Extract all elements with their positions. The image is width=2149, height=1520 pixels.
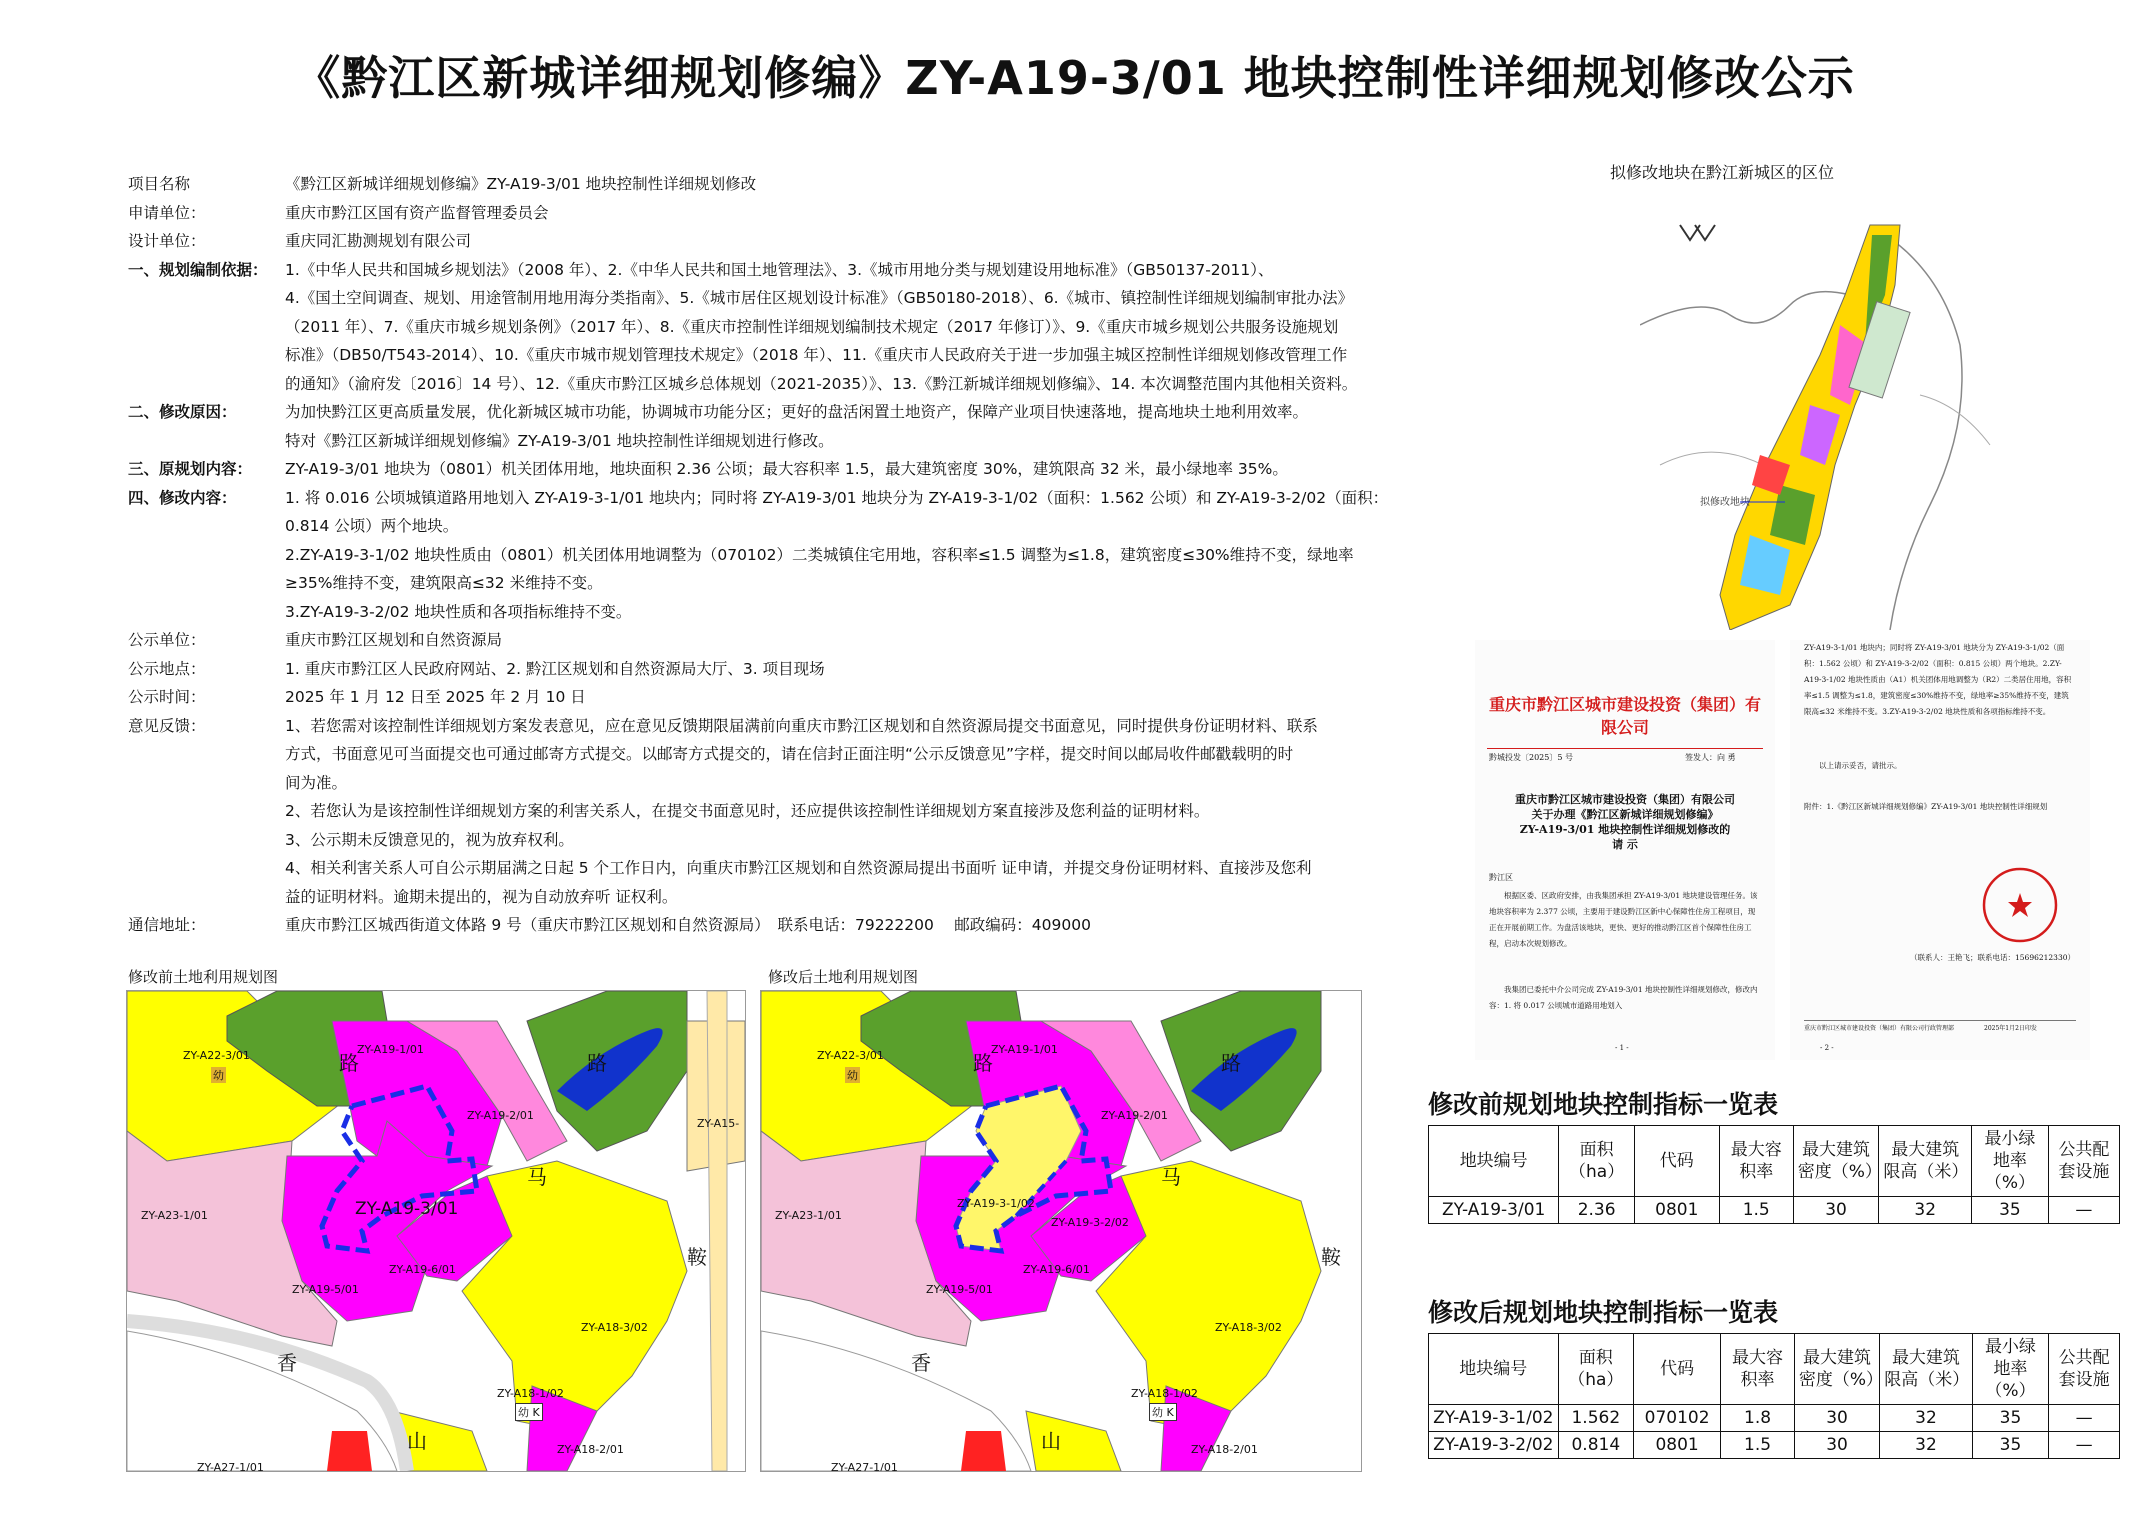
letter-company-header: 重庆市黔江区城市建设投资（集团）有限公司 xyxy=(1488,695,1761,737)
info-value: 2、若您认为是该控制性详细规划方案的利害关系人，在提交书面意见时，还应提供该控制性详细规划方案直接涉及您利益的证明材料。 xyxy=(285,802,1210,820)
location-map-title: 拟修改地块在黔江新城区的区位 xyxy=(1610,163,1835,182)
table-cell: 30 xyxy=(1794,1432,1879,1459)
table-cell: 32 xyxy=(1880,1405,1972,1432)
info-value: 的通知》（渝府发〔2016〕14 号）、12.《重庆市黔江区城乡总体规划（2021-2035）》、13.《黔江新城详细规划修编》、14. 本次调整范围内其他相关资料。 xyxy=(285,374,1358,393)
letter-page-2-number: - 2 - xyxy=(1820,1044,1834,1052)
label-a18-2: ZY-A18-2/01 xyxy=(557,1443,624,1456)
table-cell: — xyxy=(2048,1197,2119,1224)
info-row xyxy=(128,227,1398,256)
info-value: （2011 年）、7.《重庆市城乡规划条例》（2017 年）、8.《重庆市控制性详细规划编制技术规定（2017 年修订）》、9.《重庆市城乡规划公共服务设施规划 xyxy=(285,317,1339,336)
letter-footer: 重庆市黔江区城市建设投资（集团）有限公司行政管理部 2025年1月2日印发 xyxy=(1804,1025,2037,1032)
info-value: 重庆市黔江区城西街道文体路 9 号（重庆市黔江区规划和自然资源局） 联系电话：79222200 邮政编码：409000 xyxy=(285,916,1091,934)
table-header-cell: 面积（ha） xyxy=(1558,1334,1633,1405)
label-a27-after: ZY-A27-1/01 xyxy=(831,1461,898,1472)
table-cell: 070102 xyxy=(1634,1405,1721,1432)
table-cell: 1.5 xyxy=(1721,1432,1795,1459)
kindergarten-label-2-after: 幼 K xyxy=(1149,1403,1177,1421)
kindergarten-label: 幼 xyxy=(213,1069,224,1082)
label-a18-2-after: ZY-A18-2/01 xyxy=(1191,1443,1258,1456)
letter-contact: （联系人：王艳飞；联系电话：15696212330） xyxy=(1910,953,2075,962)
before-land-use-map xyxy=(126,990,746,1472)
info-label xyxy=(128,854,285,883)
table-header-cell: 最小绿地率（%） xyxy=(1972,1334,2049,1405)
road-ma-after: 马 xyxy=(1161,1165,1181,1189)
info-label: 公示单位： xyxy=(128,631,206,649)
info-row xyxy=(128,170,1398,199)
info-value: 重庆同汇勘测规划有限公司 xyxy=(285,232,472,250)
info-label xyxy=(128,883,285,912)
road-lu-after: 路 xyxy=(973,1051,993,1075)
info-row xyxy=(128,740,1398,769)
label-a19-3: ZY-A19-3/01 xyxy=(355,1199,459,1219)
table-cell: 2.36 xyxy=(1559,1197,1635,1224)
label-a19-2-after: ZY-A19-2/01 xyxy=(1101,1109,1168,1122)
table-cell: 35 xyxy=(1972,1405,2049,1432)
label-a19-5: ZY-A19-5/01 xyxy=(292,1283,359,1296)
info-label: 申请单位： xyxy=(128,203,206,222)
info-row xyxy=(128,826,1398,855)
info-row xyxy=(128,883,1398,912)
table-cell: 30 xyxy=(1794,1405,1879,1432)
after-map-title: 修改后土地利用规划图 xyxy=(768,968,919,986)
table-header-cell: 代码 xyxy=(1634,1334,1721,1405)
label-a19-3-1: ZY-A19-3-1/02 xyxy=(957,1197,1035,1210)
label-a23-after: ZY-A23-1/01 xyxy=(775,1209,842,1222)
info-row xyxy=(128,256,1398,285)
info-value: 特对《黔江区新城详细规划修编》ZY-A19-3/01 地块控制性详细规划进行修改。 xyxy=(285,431,834,450)
info-label: 三、原规划内容： xyxy=(128,460,253,478)
table-header-cell: 最大容积率 xyxy=(1719,1126,1793,1197)
info-value: ≥35%维持不变，建筑限高≤32 米维持不变。 xyxy=(285,574,603,592)
table-cell: 1.8 xyxy=(1721,1405,1795,1432)
road-xiang: 香 xyxy=(277,1351,297,1375)
label-a19-1: ZY-A19-1/01 xyxy=(357,1043,424,1056)
road-xiang-after: 香 xyxy=(911,1351,931,1375)
info-label xyxy=(128,313,285,342)
info-value: 益的证明材料。逾期未提出的，视为自动放弃听 证权利。 xyxy=(285,887,678,906)
table-header-cell: 公共配套设施 xyxy=(2049,1334,2120,1405)
info-row xyxy=(128,541,1398,570)
info-label xyxy=(128,541,285,570)
label-a19-3-2: ZY-A19-3-2/02 xyxy=(1051,1216,1129,1229)
info-row xyxy=(128,655,1398,684)
info-value: 1. 将 0.016 公顷城镇道路用地划入 ZY-A19-3-1/01 地块内；同时将 ZY-A19-3/01 地块分为 ZY-A19-3-1/02（面积：1.562 公顷）和 ZY-A19-3-2/02（面积： xyxy=(285,488,1389,507)
table-cell: 0.814 xyxy=(1558,1432,1633,1459)
info-value: 方式，书面意见可当面提交也可通过邮寄方式提交。以邮寄方式提交的，请在信封正面注明“公示反馈意见”字样，提交时间以邮局收件邮戳载明的时 xyxy=(285,745,1294,763)
after-land-use-map xyxy=(760,990,1362,1472)
label-a18-1-after: ZY-A18-1/02 xyxy=(1131,1387,1198,1400)
table-header-cell: 公共配套设施 xyxy=(2048,1126,2119,1197)
table-row xyxy=(1429,1197,2120,1224)
label-a19-2: ZY-A19-2/01 xyxy=(467,1109,534,1122)
info-row xyxy=(128,199,1398,228)
info-value: 重庆市黔江区规划和自然资源局 xyxy=(285,631,503,649)
info-value: 间为准。 xyxy=(285,773,348,792)
info-label xyxy=(128,826,285,855)
table-cell: 1.562 xyxy=(1558,1405,1633,1432)
info-label: 设计单位： xyxy=(128,232,206,250)
info-value: 2025 年 1 月 12 日至 2025 年 2 月 10 日 xyxy=(285,688,586,706)
location-marker-label: 拟修改地块 xyxy=(1700,497,1750,508)
table-cell: 1.5 xyxy=(1719,1197,1793,1224)
info-value: 4.《国土空间调查、规划、用途管制用地用海分类指南》、5.《城市居住区规划设计标准》（GB50180-2018）、6.《城市、镇控制性详细规划编制审批办法》 xyxy=(285,289,1354,307)
info-label: 公示时间： xyxy=(128,688,206,706)
info-label: 通信地址： xyxy=(128,916,206,934)
info-row xyxy=(128,911,1398,940)
table-cell: 35 xyxy=(1972,1432,2049,1459)
info-label xyxy=(128,370,285,399)
info-label xyxy=(128,284,285,313)
info-label: 公示地点： xyxy=(128,659,206,678)
letter-body: 根据区委、区政府安排，由我集团承担 ZY-A19-3/01 地块建设管理任务。该地块容积率为 2.377 公顷，主要用于建设黔江区新中心保障性住房工程项目，现正在开展前期工作。为盘活该地块，更快、更好的推动黔江区首个保障性住房工程，启动本次规划修改。 xyxy=(1489,891,1758,948)
label-a19-5-after: ZY-A19-5/01 xyxy=(926,1283,993,1296)
info-row xyxy=(128,626,1398,655)
letter-doc-no: 黔城投发〔2025〕5 号 xyxy=(1489,753,1573,762)
table-row xyxy=(1429,1405,2120,1432)
info-label xyxy=(128,569,285,598)
kindergarten-label-after: 幼 xyxy=(847,1069,858,1082)
info-row xyxy=(128,313,1398,342)
table-cell: 0801 xyxy=(1634,1432,1721,1459)
table-cell: — xyxy=(2049,1405,2120,1432)
before-map-title: 修改前土地利用规划图 xyxy=(128,968,279,986)
table-header-cell: 地块编号 xyxy=(1429,1334,1559,1405)
info-value: 2.ZY-A19-3-1/02 地块性质由（0801）机关团体用地调整为（070102）二类城镇住宅用地，容积率≤1.5 调整为≤1.8，建筑密度≤30%维持不变，绿地率 xyxy=(285,545,1354,564)
info-value: 4、相关利害关系人可自公示期届满之日起 5 个工作日内，向重庆市黔江区规划和自然资源局提出书面听 证申请，并提交身份证明材料、直接涉及您利 xyxy=(285,859,1312,877)
label-a22: ZY-A22-3/01 xyxy=(183,1049,250,1062)
info-label: 意见反馈： xyxy=(128,716,206,735)
info-row xyxy=(128,797,1398,826)
table-after xyxy=(1428,1333,2120,1459)
info-label xyxy=(128,797,285,826)
table-before-title: 修改前规划地块控制指标一览表 xyxy=(1428,1090,1779,1119)
info-row xyxy=(128,370,1398,399)
label-a18-3: ZY-A18-3/02 xyxy=(581,1321,648,1334)
info-row xyxy=(128,512,1398,541)
table-after-title: 修改后规划地块控制指标一览表 xyxy=(1428,1298,1779,1327)
table-header-cell: 最小绿地率（%） xyxy=(1972,1126,2049,1197)
table-header-cell: 地块编号 xyxy=(1429,1126,1559,1197)
info-row xyxy=(128,341,1398,370)
info-value: 重庆市黔江区国有资产监督管理委员会 xyxy=(285,203,549,222)
notice-info xyxy=(128,170,1398,940)
table-cell: ZY-A19-3-1/02 xyxy=(1429,1405,1559,1432)
kindergarten-label-2: 幼 K xyxy=(515,1403,543,1421)
road-lu-2: 路 xyxy=(587,1051,607,1075)
info-value: 3.ZY-A19-3-2/02 地块性质和各项指标维持不变。 xyxy=(285,602,632,621)
info-row xyxy=(128,854,1398,883)
info-value: 为加快黔江区更高质量发展，优化新城区城市功能，协调城市功能分区；更好的盘活闲置土地资产，保障产业项目快速落地，提高地块土地利用效率。 xyxy=(285,403,1309,421)
letter-body-2: 我集团已委托中介公司完成 ZY-A19-3/01 地块控制性详细规划修改，修改内容：1. 将 0.017 公顷城市道路用地划入 xyxy=(1489,985,1758,1010)
table-cell: 32 xyxy=(1880,1432,1972,1459)
info-label xyxy=(128,427,285,456)
info-label xyxy=(128,341,285,370)
table-cell: 32 xyxy=(1879,1197,1972,1224)
table-row xyxy=(1429,1432,2120,1459)
info-row xyxy=(128,484,1398,513)
info-label: 二、修改原因： xyxy=(128,403,237,421)
road-an-after: 鞍 xyxy=(1321,1245,1341,1269)
request-letter-page-1 xyxy=(1475,640,1775,1060)
table-cell: 0801 xyxy=(1634,1197,1719,1224)
table-header-cell: 最大建筑限高（米） xyxy=(1879,1126,1972,1197)
letter-page-1-number: - 1 - xyxy=(1615,1044,1629,1052)
letter-attachment: 附件：1.《黔江区新城详细规划修编》ZY-A19-3/01 地块控制性详细规划 xyxy=(1804,802,2048,811)
info-row xyxy=(128,455,1398,484)
after-map-svg xyxy=(761,991,1361,1471)
info-row xyxy=(128,683,1398,712)
info-row xyxy=(128,598,1398,627)
table-header-cell: 面积（ha） xyxy=(1559,1126,1635,1197)
road-ma: 马 xyxy=(527,1165,547,1189)
letter-addressee: 黔江区 xyxy=(1489,873,1513,882)
label-a23: ZY-A23-1/01 xyxy=(141,1209,208,1222)
table-header-cell: 最大建筑限高（米） xyxy=(1880,1334,1972,1405)
letter-signer: 签发人：向 勇 xyxy=(1685,753,1736,762)
label-a18-3-after: ZY-A18-3/02 xyxy=(1215,1321,1282,1334)
info-value: 标准》（DB50/T543-2014）、10.《重庆市城市规划管理技术规定》（2018 年）、11.《重庆市人民政府关于进一步加强主城区控制性详细规划修改管理工作 xyxy=(285,346,1348,364)
table-header-row xyxy=(1429,1126,2120,1197)
label-a27: ZY-A27-1/01 xyxy=(197,1461,264,1472)
before-map-svg xyxy=(127,991,745,1471)
info-value: 0.814 公顷）两个地块。 xyxy=(285,517,459,535)
page-title: 《黔江区新城详细规划修编》ZY-A19-3/01 地块控制性详细规划修改公示 xyxy=(294,51,1855,105)
road-shan: 山 xyxy=(407,1429,427,1453)
label-a19-1-after: ZY-A19-1/01 xyxy=(991,1043,1058,1056)
info-value: 1. 重庆市黔江区人民政府网站、2. 黔江区规划和自然资源局大厅、3. 项目现场 xyxy=(285,659,825,678)
info-label: 四、修改内容： xyxy=(128,488,237,507)
info-value: 1.《中华人民共和国城乡规划法》（2008 年）、2.《中华人民共和国土地管理法》、3.《城市用地分类与规划建设用地标准》（GB50137-2011）、 xyxy=(285,260,1274,279)
info-value: 3、公示期未反馈意见的，视为放弃权利。 xyxy=(285,830,574,849)
info-row xyxy=(128,427,1398,456)
info-value: 《黔江区新城详细规划修编》ZY-A19-3/01 地块控制性详细规划修改 xyxy=(285,175,757,193)
company-seal xyxy=(1980,865,2060,945)
info-label xyxy=(128,598,285,627)
letter-heading: 重庆市黔江区城市建设投资（集团）有限公司 关于办理《黔江区新城详细规划修编》 ZY-A19-3/01 地块控制性详细规划修改的 请 示 xyxy=(1515,793,1735,851)
road-an: 鞍 xyxy=(687,1245,707,1269)
request-letter-page-2 xyxy=(1790,640,2090,1060)
info-label: 一、规划编制依据： xyxy=(128,260,268,279)
table-cell: ZY-A19-3-2/02 xyxy=(1429,1432,1559,1459)
info-row xyxy=(128,569,1398,598)
label-a22-after: ZY-A22-3/01 xyxy=(817,1049,884,1062)
info-value: ZY-A19-3/01 地块为（0801）机关团体用地，地块面积 2.36 公顷；最大容积率 1.5，最大建筑密度 30%，建筑限高 32 米，最小绿地率 35%。 xyxy=(285,460,1288,478)
table-before xyxy=(1428,1125,2120,1224)
table-header-cell: 最大容积率 xyxy=(1721,1334,1795,1405)
letter-right-text-2: 以上请示妥否，请批示。 xyxy=(1819,761,1902,770)
table-cell: 35 xyxy=(1972,1197,2049,1224)
info-value: 1、若您需对该控制性详细规划方案发表意见，应在意见反馈期限届满前向重庆市黔江区规划和自然资源局提交书面意见，同时提供身份证明材料、联系 xyxy=(285,716,1318,735)
info-row xyxy=(128,284,1398,313)
table-header-row xyxy=(1429,1334,2120,1405)
table-cell: 30 xyxy=(1793,1197,1879,1224)
table-header-cell: 代码 xyxy=(1634,1126,1719,1197)
info-row xyxy=(128,398,1398,427)
info-label xyxy=(128,769,285,798)
road-lu-2-after: 路 xyxy=(1221,1051,1241,1075)
info-label xyxy=(128,512,285,541)
table-header-cell: 最大建筑密度（%） xyxy=(1794,1334,1879,1405)
info-row xyxy=(128,769,1398,798)
road-shan-after: 山 xyxy=(1041,1429,1061,1453)
label-a18-1: ZY-A18-1/02 xyxy=(497,1387,564,1400)
info-label: 项目名称 xyxy=(128,175,191,193)
location-map-svg xyxy=(1640,205,1995,630)
table-cell: ZY-A19-3/01 xyxy=(1429,1197,1559,1224)
table-header-cell: 最大建筑密度（%） xyxy=(1793,1126,1879,1197)
info-row xyxy=(128,712,1398,741)
label-a19-6-after: ZY-A19-6/01 xyxy=(1023,1263,1090,1276)
letter-right-text: ZY-A19-3-1/01 地块内；同时将 ZY-A19-3/01 地块分为 ZY-A19-3-1/02（面积：1.562 公顷）和 ZY-A19-3-2/02（面积：0.815 公顷）两个地块。2.ZY-A19-3-1/02 地块性质由（A1）机关团体用地调整为（R2）二类居住用地，容积率≤1.5 调整为≤1.8，建筑密度≤30%维持不变，绿地率≥35%维持不变，建筑限高≤32 米维持不变。3.ZY-A19-3-2/02 地块性质和各项指标维持不变。 xyxy=(1804,643,2072,716)
label-a15: ZY-A15- xyxy=(697,1117,740,1130)
location-map xyxy=(1640,205,1995,630)
label-a19-6: ZY-A19-6/01 xyxy=(389,1263,456,1276)
table-cell: — xyxy=(2049,1432,2120,1459)
info-label xyxy=(128,740,285,769)
road-lu: 路 xyxy=(339,1051,359,1075)
